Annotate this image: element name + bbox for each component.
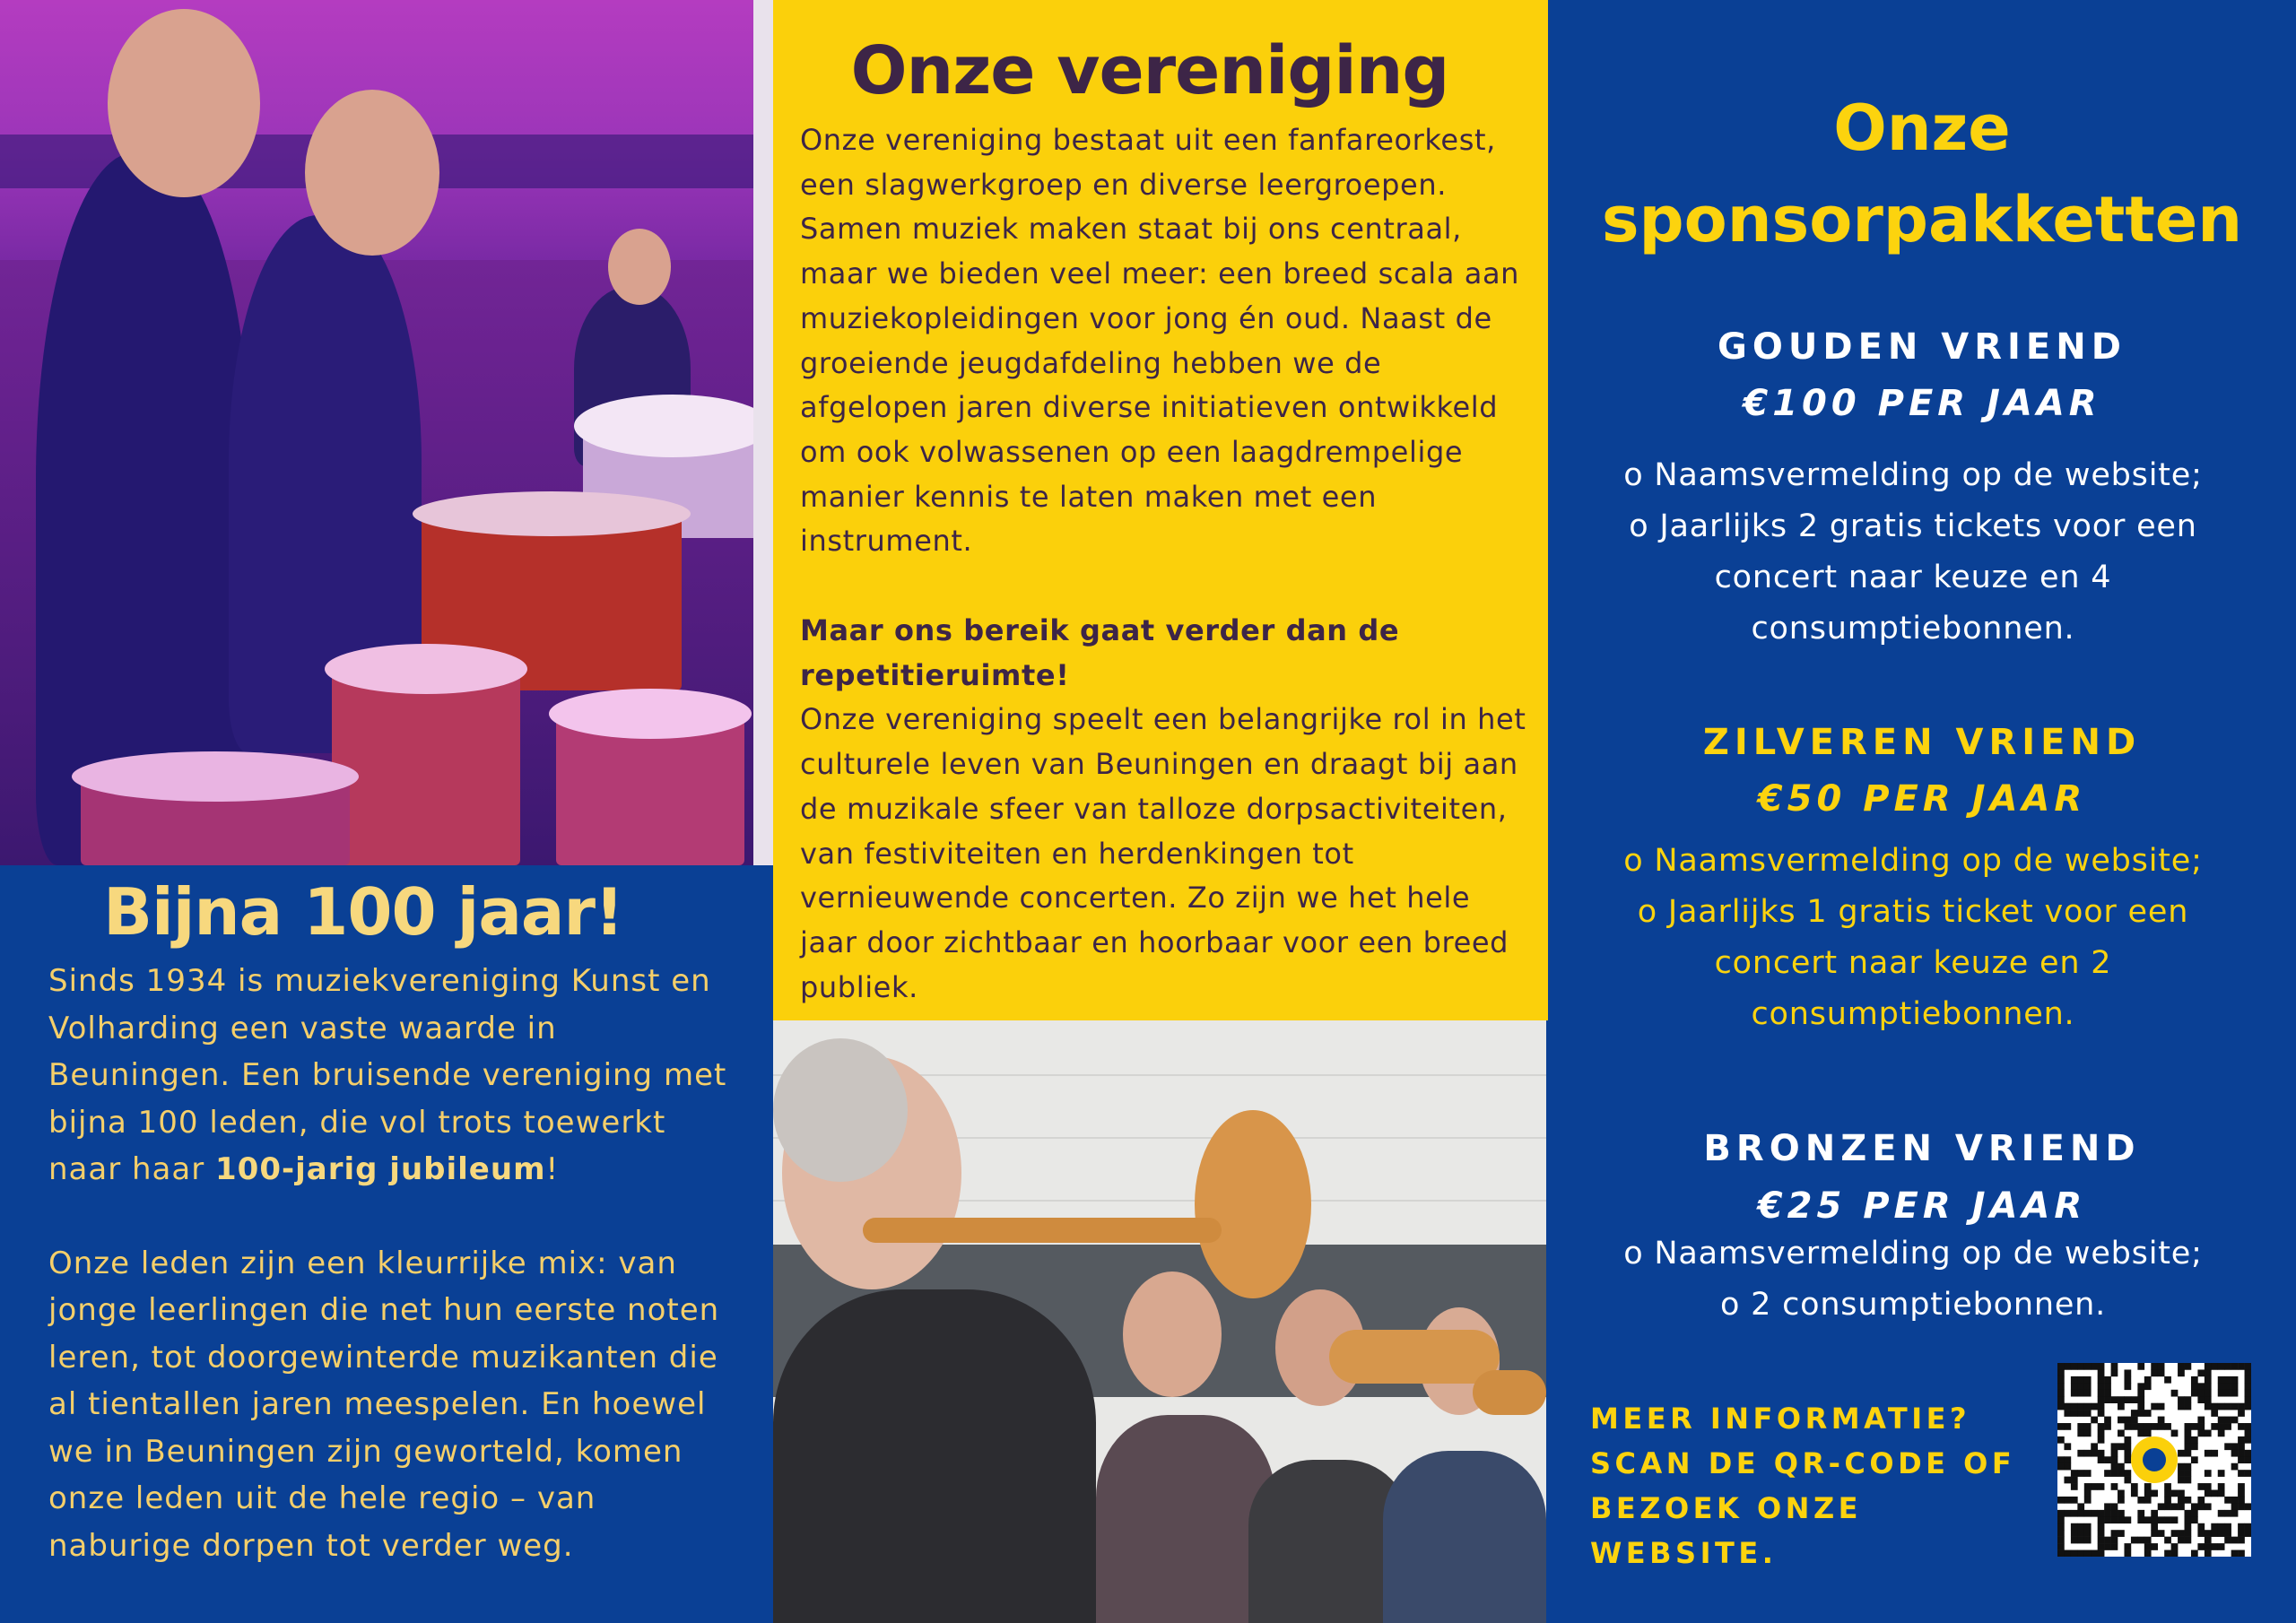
flugelhorn-bell — [1195, 1110, 1311, 1298]
bongo-1-head — [325, 644, 527, 694]
history-body — [48, 958, 739, 1569]
qr-code-image — [2057, 1363, 2251, 1557]
trumpet — [1473, 1370, 1546, 1415]
history-paragraph-1-end: ! — [545, 1151, 560, 1187]
jubileum-highlight: 100-jarig jubileum — [215, 1151, 546, 1187]
qr-code[interactable] — [2057, 1363, 2251, 1557]
about-title: Onze vereniging — [850, 32, 1449, 109]
player-2-head — [1123, 1271, 1222, 1397]
conga-large-head — [413, 491, 691, 536]
tier-bronze-items — [1590, 1228, 2236, 1331]
about-bold-line: Maar ons bereik gaat verder dan de repetitieruimte! — [800, 613, 1400, 692]
tier-bronze-item-1: o Naamsvermelding op de website; — [1623, 1236, 2203, 1271]
musician-middle-head — [305, 90, 439, 256]
bongo-3-head — [72, 751, 359, 802]
about-paragraph-1: Onze vereniging bestaat uit een fanfareorkest, een slagwerkgroep en diverse leergroepen. Samen muziek maken staat bij ons centraal, maar we bieden veel meer: een breed scala aan muziekopleidingen voor jong én oud. Naast de groeiende jeugdafdeling hebben we de afgelopen jaren diverse initiatieven ontwikkeld om ook volwassenen op een laagdrempelige manier kennis te laten maken met een instrument. — [800, 123, 1520, 559]
photo-edge — [753, 0, 773, 865]
paragraph-spacer — [48, 1193, 739, 1240]
about-paragraph-2: Onze vereniging speelt een belangrijke rol in het culturele leven van Beuningen en draagt bij aan de muzikale sfeer van talloze dorpsactiviteiten, van festiviteiten en herdenkingen tot vernieuwende concerten. Zo zijn we het hele jaar door zichtbaar en hoorbaar voor een breed publiek. — [800, 702, 1526, 1004]
paragraph-spacer — [800, 564, 1535, 609]
flugelhorn-tube — [863, 1218, 1222, 1243]
tier-gold-price: €100 PER JAAR — [1743, 383, 2101, 424]
timbale-head — [574, 395, 771, 457]
trumpet — [1329, 1330, 1500, 1384]
about-body — [800, 118, 1535, 1010]
tier-bronze-name: BRONZEN VRIEND — [1703, 1128, 2141, 1169]
musician-left-head — [108, 9, 260, 197]
history-paragraph-1: Sinds 1934 is muziekvereniging Kunst en Volharding een vaste waarde in Beuningen. Een bruisende vereniging met bijna 100 leden, die vol trots toewerkt naar haar — [48, 963, 727, 1187]
sponsor-title-line-1: Onze — [1833, 91, 2011, 165]
player-4-body — [1383, 1451, 1546, 1623]
sponsor-title-line-2: sponsorpakketten — [1601, 183, 2243, 256]
tier-silver-name: ZILVEREN VRIEND — [1702, 722, 2142, 763]
brass-photo — [773, 1020, 1546, 1623]
tier-silver-items — [1590, 836, 2236, 1040]
history-paragraph-2: Onze leden zijn een kleurrijke mix: van jonge leerlingen die net hun eerste noten leren, tot doorgewinterde muzikanten die al tientallen jaren meespelen. En hoewel we in Beuningen zijn geworteld, komen onze leden uit de hele regio – van naburige dorpen tot verder weg. — [48, 1245, 720, 1564]
more-info-text: MEER INFORMATIE? SCAN DE QR-CODE OF BEZOEK ONZE WEBSITE. — [1590, 1402, 2016, 1570]
history-title: Bijna 100 jaar! — [103, 874, 623, 950]
tier-gold-items — [1590, 450, 2236, 655]
tier-silver-item-2: o Jaarlijks 1 gratis ticket voor een concert naar keuze en 2 consumptiebonnen. — [1637, 894, 2189, 1032]
tier-bronze-item-2: o 2 consumptiebonnen. — [1719, 1287, 2107, 1323]
tier-silver-item-1: o Naamsvermelding op de website; — [1623, 843, 2203, 879]
musician-back-head — [608, 229, 671, 305]
percussion-photo — [0, 0, 773, 865]
player-1-hair — [773, 1038, 908, 1182]
player-1-body — [773, 1289, 1096, 1623]
tier-gold-name: GOUDEN VRIEND — [1718, 326, 2126, 368]
bongo-2-head — [549, 689, 752, 739]
tier-gold-item-1: o Naamsvermelding op de website; — [1623, 457, 2203, 493]
tier-gold-item-2: o Jaarlijks 2 gratis tickets voor een concert naar keuze en 4 consumptiebonnen. — [1629, 508, 2197, 647]
tier-silver-price: €50 PER JAAR — [1757, 778, 2087, 820]
sponsor-title — [1548, 82, 2296, 265]
tier-bronze-price: €25 PER JAAR — [1757, 1185, 2087, 1227]
